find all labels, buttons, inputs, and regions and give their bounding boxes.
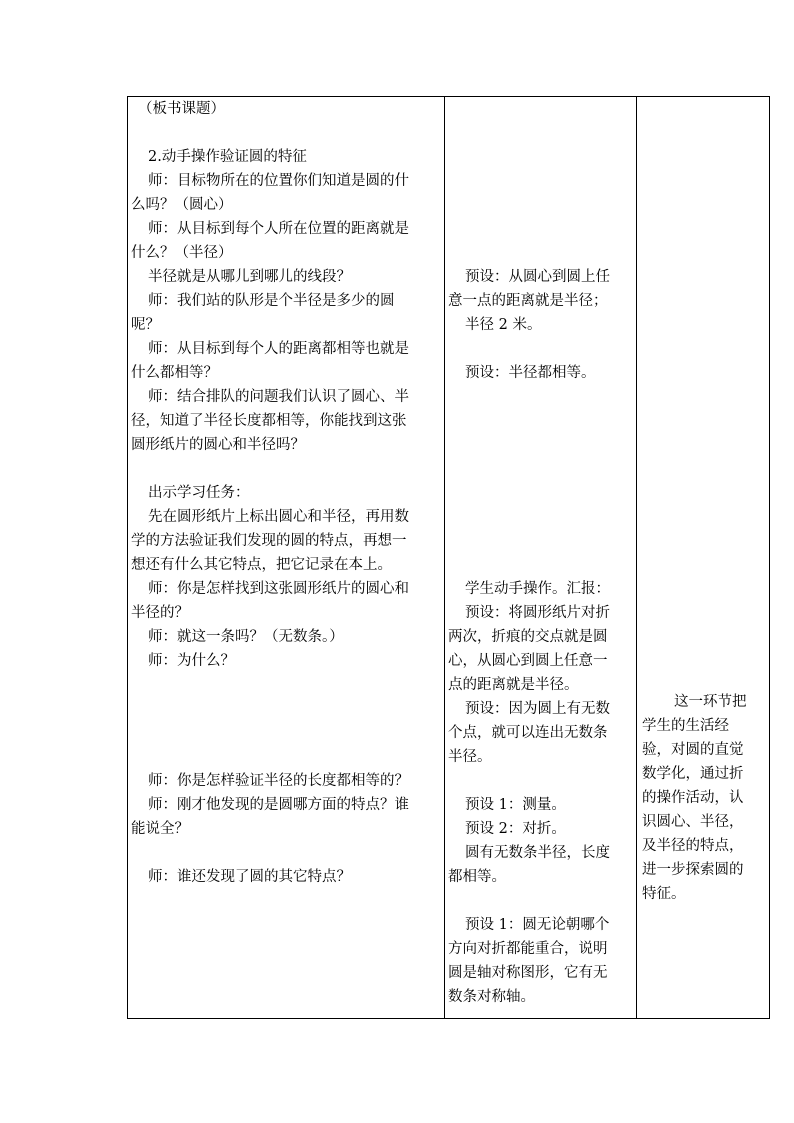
text-line: 预设：从圆心到圆上任	[465, 269, 610, 285]
text-line: 出示学习任务：	[148, 485, 250, 501]
design-intent-column	[637, 97, 769, 1018]
text-line: 学生动手操作。汇报：	[465, 581, 610, 597]
text-line: 想还有什么其它特点，把它记录在本上。	[131, 557, 392, 573]
text-line: 什么都相等？	[131, 365, 218, 381]
text-line: 意一点的距离就是半径；	[448, 293, 608, 309]
teacher-activity-column	[128, 97, 445, 1018]
text-line: 师：你是怎样验证半径的长度都相等的？	[148, 773, 409, 789]
text-line: 师：目标物所在的位置你们知道是圆的什	[148, 173, 409, 189]
text-line: 么吗？（圆心）	[131, 197, 233, 213]
text-line: 两次，折痕的交点就是圆	[448, 629, 608, 645]
text-line: 半径 2 米。	[465, 317, 542, 333]
text-line: 预设：因为圆上有无数	[465, 701, 610, 717]
text-line: 学生的生活经	[642, 718, 729, 734]
text-line: 径，知道了半径长度都相等，你能找到这张	[131, 413, 407, 429]
text-line: 进一步探索圆的	[642, 862, 744, 878]
student-activity-column	[445, 97, 637, 1018]
text-line: 圆是轴对称图形，它有无	[448, 965, 608, 981]
text-line: 预设 1：测量。	[465, 797, 566, 813]
text-line: 什么？（半径）	[131, 245, 233, 261]
text-line: 师：结合排队的问题我们认识了圆心、半	[148, 389, 409, 405]
text-line: 师：我们站的队形是个半径是多少的圆	[148, 293, 395, 309]
text-line: 半径就是从哪儿到哪儿的线段？	[148, 269, 351, 285]
section-heading: 2.动手操作验证圆的特征	[148, 149, 307, 165]
text-line: 能说全？	[131, 821, 189, 837]
text-line: 半径。	[448, 749, 492, 765]
text-line: 识圆心、半径，	[642, 814, 744, 830]
lesson-table	[127, 96, 770, 1019]
text-line: 师：从目标到每个人的距离都相等也就是	[148, 341, 409, 357]
text-line: 方向对折都能重合，说明	[448, 941, 608, 957]
text-line: 预设：半径都相等。	[465, 365, 596, 381]
text-line: 预设 2：对折。	[465, 821, 566, 837]
text-line: 这一环节把	[674, 694, 747, 710]
text-line: 师：刚才他发现的是圆哪方面的特点？谁	[148, 797, 409, 813]
text-line: 师：从目标到每个人所在位置的距离就是	[148, 221, 409, 237]
text-line: 师：就这一条吗？（无数条。）	[148, 629, 344, 645]
text-line: 学的方法验证我们发现的圆的特点，再想一	[131, 533, 407, 549]
text-line: 圆有无数条半径，长度	[465, 845, 610, 861]
text-line: 及半径的特点，	[642, 838, 744, 854]
text-line: 师：为什么？	[148, 653, 235, 669]
text-line: 的操作活动，认	[642, 790, 744, 806]
text-line: 点的距离就是半径。	[448, 677, 579, 693]
text-line: 预设：将圆形纸片对折	[465, 605, 610, 621]
text-line: 圆形纸片的圆心和半径吗？	[131, 437, 305, 453]
text-line: 先在圆形纸片上标出圆心和半径，再用数	[148, 509, 409, 525]
text-line: 预设 1：圆无论朝哪个	[465, 917, 610, 933]
text-line: （板书课题）	[138, 101, 225, 117]
text-line: 心，从圆心到圆上任意一	[448, 653, 608, 669]
text-line: 个点，就可以连出无数条	[448, 725, 608, 741]
text-line: 师：你是怎样找到这张圆形纸片的圆心和	[148, 581, 409, 597]
text-line: 呢？	[131, 317, 160, 333]
text-line: 数学化，通过折	[642, 766, 744, 782]
text-line: 都相等。	[448, 869, 506, 885]
text-line: 半径的？	[131, 605, 189, 621]
text-line: 师：谁还发现了圆的其它特点？	[148, 869, 351, 885]
text-line: 数条对称轴。	[448, 989, 535, 1005]
text-line: 验，对圆的直觉	[642, 742, 744, 758]
text-line: 特征。	[642, 886, 686, 902]
